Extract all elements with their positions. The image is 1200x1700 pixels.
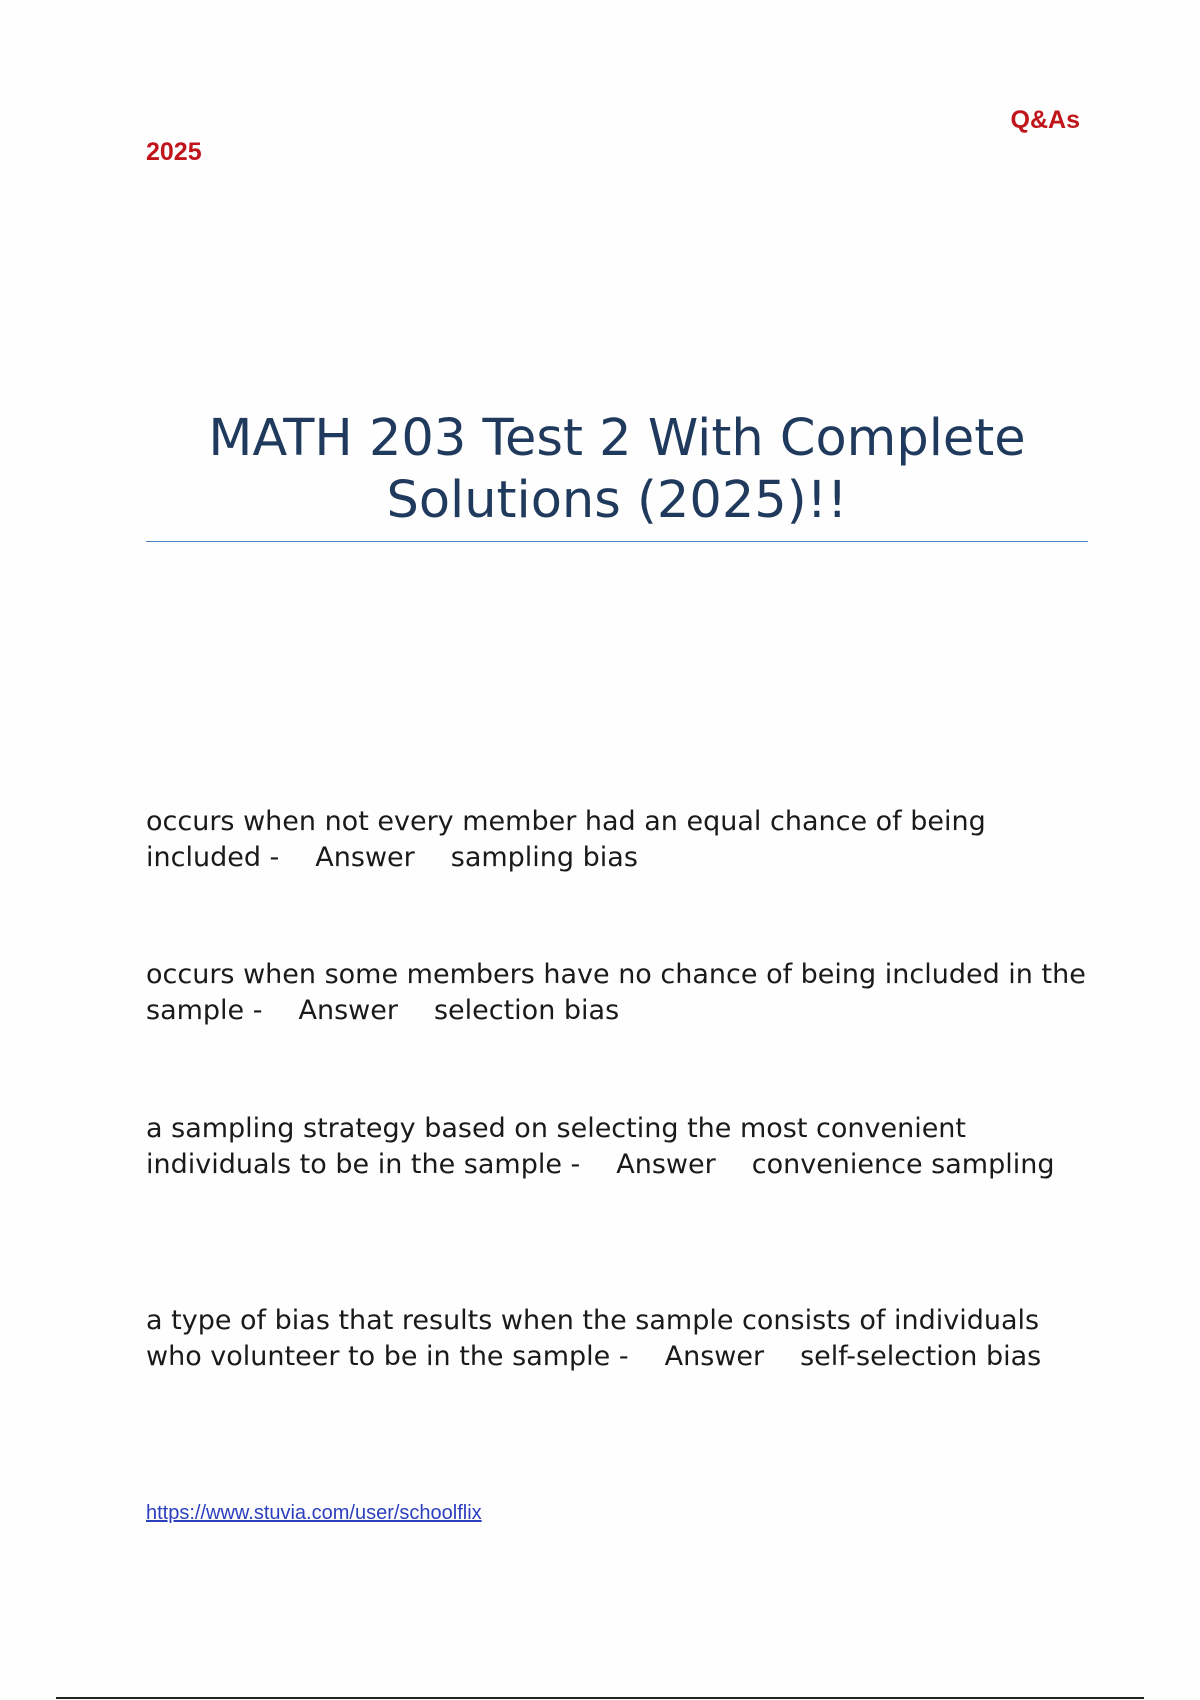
qa-item — [146, 1303, 1096, 1375]
qa-question: occurs when not every member had an equal chance of being included - — [146, 806, 986, 873]
title-underline — [146, 541, 1088, 542]
qa-answer: sampling bias — [450, 842, 638, 873]
qa-item — [146, 804, 1096, 876]
qa-answer-label: Answer — [315, 842, 415, 873]
qa-question: a type of bias that results when the sample consists of individuals who volunteer to be in the sample - — [146, 1305, 1040, 1372]
qa-item — [146, 1111, 1096, 1183]
header-qas-label: Q&As — [1010, 106, 1080, 134]
qa-question: occurs when some members have no chance of being included in the sample - — [146, 959, 1086, 1026]
page-title: MATH 203 Test 2 With Complete Solutions (2025)!! — [208, 409, 1026, 530]
header-year-label: 2025 — [146, 138, 202, 166]
qa-answer: convenience sampling — [751, 1149, 1055, 1180]
qa-item — [146, 957, 1096, 1029]
footer-link[interactable]: https://www.stuvia.com/user/schoolflix — [146, 1502, 482, 1524]
qa-answer-label: Answer — [298, 995, 398, 1026]
qa-question: a sampling strategy based on selecting the most convenient individuals to be in the sample - — [146, 1113, 967, 1180]
qa-answer-label: Answer — [616, 1149, 716, 1180]
qa-answer: self-selection bias — [800, 1341, 1042, 1372]
qa-answer-label: Answer — [664, 1341, 765, 1372]
footer-divider — [56, 1697, 1144, 1699]
qa-answer: selection bias — [433, 995, 620, 1026]
